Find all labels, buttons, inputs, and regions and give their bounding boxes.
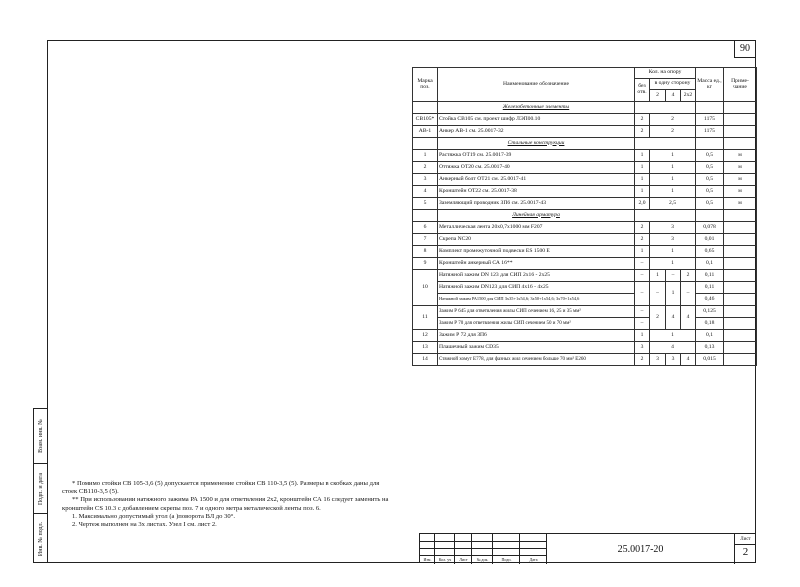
table-row: 1 Растяжка ОТ19 см. 25.0017-39 1 1 0,5 м	[413, 150, 757, 162]
header-note: Приме-чание	[724, 68, 757, 102]
section-row	[413, 210, 757, 222]
table-row: 11 Зажим Р 645 для ответвления жилы СИП сечением 16, 25 и 35 мм² – 2 4 4 0,125	[413, 306, 757, 318]
header-qty-2x2: 2x2	[681, 90, 696, 102]
note-1: * Помимо стойки СВ 105-3,6 (5) допускается применение стойки СВ 110-3,5 (5). Размеры в скобках даны для стоек СВ110-3,5 (5).	[62, 480, 380, 496]
table-row: 14 Стяжной хомут Е778, для фазных жил сечением больше 70 мм² Е260 2 3 3 4 0,015	[413, 354, 757, 366]
table-row: 10 Натяжной зажим DN 123 для СИП 2х16 - 2х25 – 1 – 2 0,11	[413, 270, 757, 282]
header-without-branch: без отв.	[635, 79, 650, 102]
table-row: Натяжной зажим РА1500 для СИП 3х35+1х54,6; 3х50+1х54,6; 3х70+1х54,6 0,46	[413, 294, 757, 306]
side-stamp	[33, 408, 47, 563]
sheet-box	[734, 534, 756, 564]
header-one-side: в одну сторону	[650, 79, 696, 90]
note-4: 2. Чертеж выполнен на 3х листах. Узел I см. лист 2.	[72, 521, 217, 529]
side-stamp-cell: Взам. инв. №	[34, 409, 47, 464]
table-row: АВ-1 Анкер АВ-1 см. 25.0017-32 2 2 1175	[413, 126, 757, 138]
header-qty-4: 4	[666, 90, 681, 102]
section-row	[413, 138, 757, 150]
table-row: 2 Оттяжка ОТ20 см. 25.0017-40 1 1 0,5 м	[413, 162, 757, 174]
table-row: 12 Зажим Р 72 для ЗП6 1 1 0,1	[413, 330, 757, 342]
table-row: 6 Металлическая лента 20х0,7х1000 мм F207 2 3 0,078	[413, 222, 757, 234]
table-row: 8 Комплект промежуточной подвески ES 1500 E 1 1 0,65	[413, 246, 757, 258]
table-row: Натяжной зажим DN123 для СИП 4х16 - 4х25 – – 1 – 0,11	[413, 282, 757, 294]
title-block-grid	[420, 534, 547, 564]
table-row: 9 Кронштейн анкерный СА 16** – 1 0,1	[413, 258, 757, 270]
section-steel: Стальные конструкции	[438, 138, 635, 150]
table-row: 3 Анкерный болт ОТ21 см. 25.0017-41 1 1 0,5 м	[413, 174, 757, 186]
table-header-row	[413, 68, 757, 79]
header-name: Наименование обозначение	[438, 68, 635, 102]
page-number: 90	[734, 40, 756, 58]
section-concrete: Железобетонные элементы	[438, 102, 635, 114]
table-row: СВ105* Стойка СВ105 см. проект шифр ЛЭП00.10 2 2 1175	[413, 114, 757, 126]
table-row: 5 Заземляющий проводник ЗП6 см. 25.0017-43 2,0 2,5 0,5 м	[413, 198, 757, 210]
sheet-number: 2	[742, 546, 749, 558]
document-code: 25.0017-20	[617, 543, 664, 555]
specification-table	[412, 67, 757, 366]
table-row: 4 Кронштейн ОТ22 см. 25.0017-38 1 1 0,5 м	[413, 186, 757, 198]
header-qty-2: 2	[650, 90, 666, 102]
header-qty: Кол. на опору	[635, 68, 696, 79]
sheet-label: Лист	[735, 535, 756, 545]
title-block-labels: Изм. Кол. уч Лист № док. Подп. Дата	[423, 557, 538, 562]
note-3: 1. Максимально допустимый угол (а )поворота ВЛ до 30°.	[72, 512, 235, 520]
header-mark: Марка поз.	[413, 68, 438, 102]
notes	[62, 480, 392, 529]
section-linear: Линейная арматура	[438, 210, 635, 222]
table-row: 7 Скрепа NC20 2 3 0,01	[413, 234, 757, 246]
section-row	[413, 102, 757, 114]
side-stamp-cell: Инв. № подл.	[37, 521, 44, 557]
side-stamp-cell: Подп. и дата	[34, 464, 47, 514]
title-block	[419, 533, 756, 563]
table-row: 13 Плашечный зажим CD35 3 4 0,13	[413, 342, 757, 354]
header-mass: Масса ед., кг	[696, 68, 724, 102]
table-row: Зажим Р 70 для ответвления жилы СИП сечением 50 и 70 мм² – 0,18	[413, 318, 757, 330]
note-2: ** При использовании натяжного зажима РА 1500 и для ответвления 2х2, кронштейн СА 16 следует заменить на кронштейн CS 10.3 с добавлением скрепы поз. 7 и одного метра металической ленты поз. 6.	[62, 496, 389, 512]
